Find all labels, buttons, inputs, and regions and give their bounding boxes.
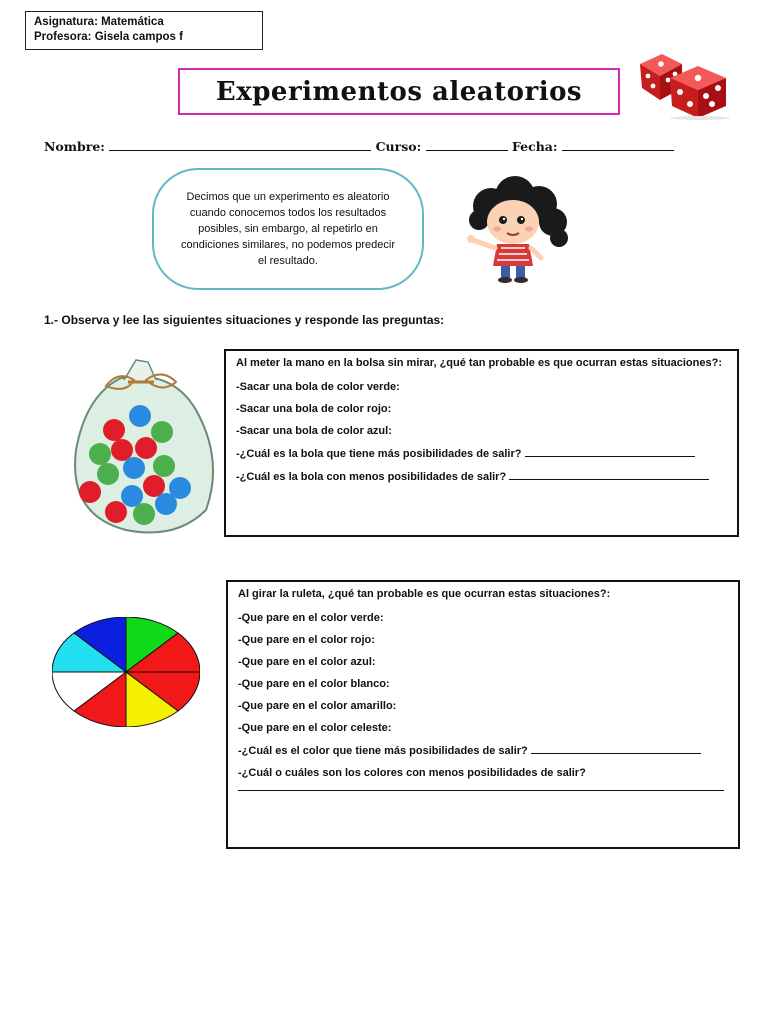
student-info-row [44, 139, 724, 154]
question-1 [44, 313, 444, 327]
ball-bag-illustration [66, 350, 216, 538]
wheel-item: -Que pare en el color azul: [238, 656, 376, 668]
answer-blank[interactable] [238, 781, 724, 791]
answer-blank[interactable] [525, 447, 695, 457]
wheel-item: -Que pare en el color rojo: [238, 634, 375, 646]
answer-blank[interactable] [531, 744, 701, 754]
subject-label: Asignatura: Matemática [34, 16, 164, 28]
bag-question: -¿Cuál es la bola que tiene más posibilidades de salir? [236, 447, 727, 460]
wheel-item: -Que pare en el color blanco: [238, 678, 390, 690]
bag-item: -Sacar una bola de color verde: [236, 381, 400, 393]
teacher-label: Profesora: Gisela campos f [34, 31, 183, 43]
bag-question: -¿Cuál es la bola con menos posibilidades de salir? [236, 470, 727, 483]
wheel-item: -Que pare en el color amarillo: [238, 700, 397, 712]
wheel-item: -Que pare en el color verde: [238, 612, 384, 624]
roulette-wheel [52, 617, 200, 727]
definition-text: Decimos que un experimento es aleatorio cuando conocemos todos los resultados posibles, sin embargo, al repetirlo en condiciones similares, no podemos predecir el resultado. [181, 191, 395, 267]
bag-item: -Sacar una bola de color azul: [236, 425, 392, 437]
name-field[interactable] [109, 140, 371, 151]
wheel-slices [52, 617, 200, 727]
date-label: Fecha: [511, 139, 558, 154]
bag-questions-panel [224, 349, 739, 537]
question-number: 1.- [44, 313, 59, 327]
wheel-questions-panel [226, 580, 740, 849]
wheel-intro: Al girar la ruleta, ¿qué tan probable es que ocurran estas situaciones?: [238, 588, 611, 600]
dice-illustration [632, 50, 742, 120]
bag-intro: Al meter la mano en la bolsa sin mirar, ¿qué tan probable es que ocurran estas situaciones?: [236, 357, 722, 369]
date-field[interactable] [562, 140, 674, 151]
girl-illustration [455, 176, 573, 286]
answer-blank[interactable] [509, 470, 709, 480]
header-box [25, 11, 263, 50]
answer-line-row [238, 781, 728, 794]
bag-item: -Sacar una bola de color rojo: [236, 403, 392, 415]
question-text: Observa y lee las siguientes situaciones y responde las preguntas: [61, 313, 445, 327]
wheel-question: -¿Cuál es el color que tiene más posibilidades de salir? [238, 744, 728, 757]
page-title: Experimentos aleatorios [178, 68, 620, 115]
definition-box [152, 168, 424, 290]
wheel-item: -Que pare en el color celeste: [238, 722, 392, 734]
course-label: Curso: [375, 139, 422, 154]
course-field[interactable] [426, 140, 508, 151]
name-label: Nombre: [44, 139, 105, 154]
wheel-question: -¿Cuál o cuáles son los colores con menos posibilidades de salir? [238, 767, 586, 779]
